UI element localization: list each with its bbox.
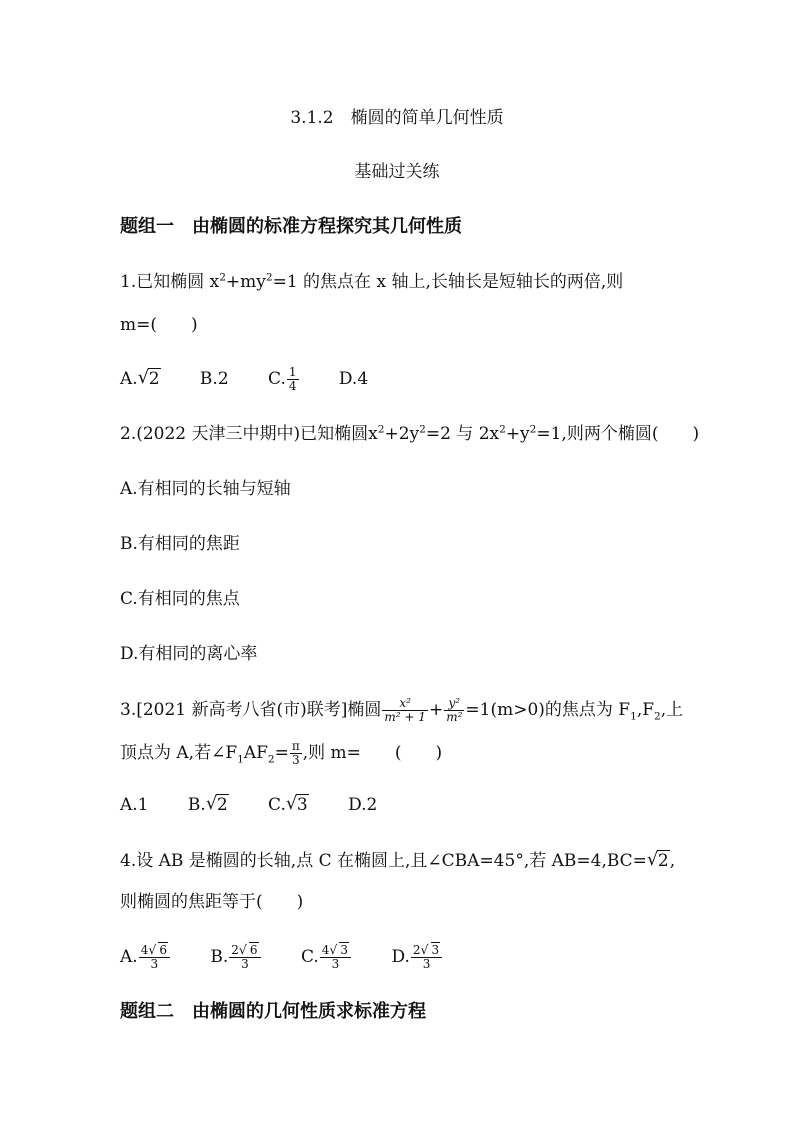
question-4-options [120, 944, 477, 971]
option-b: B.√ 2 [188, 793, 229, 817]
question-1-stem-line2: m=( ) [120, 315, 198, 335]
option-a: A. $\frac{4√ 6}{3}$ [120, 944, 171, 971]
option-a: A.√ 2 [120, 367, 161, 391]
question-1-options [120, 366, 402, 393]
group-heading-2: 题组二 由椭圆的几何性质求标准方程 [120, 1001, 426, 1022]
option-a: A.1 [120, 795, 149, 815]
question-2-option-c: C.有相同的焦点 [120, 589, 240, 609]
option-c: C. $\frac{1}{4}$ [268, 365, 297, 393]
option-c: C.√ 3 [268, 793, 309, 817]
option-b: B.2 [199, 369, 229, 389]
question-2-option-d: D.有相同的离心率 [120, 644, 258, 664]
question-4-stem-line2: 则椭圆的焦距等于( ) [120, 892, 304, 912]
question-2-option-b: B.有相同的焦距 [120, 534, 240, 554]
option-d: D. $\frac{2√ 3}{3}$ [391, 944, 443, 971]
question-2-stem: 2.(2022 天津三中期中)已知椭圆$x^2+2y^2=2$ 与 $2x^2+y^2=1$,则两个椭圆( ) [120, 423, 700, 444]
question-3-stem-line2: 顶点为 A,若$\angle F_1AF_2=$ $\frac{\pi}{3}$ ,则 m= ( ) [120, 739, 443, 767]
option-c: C. $\frac{4√ 3}{3}$ [301, 944, 352, 971]
question-1-stem: 1.已知椭圆 $x^2+my^2=1$ 的焦点在 x 轴上,长轴长是短轴长的两倍,则 [120, 271, 624, 292]
question-3-stem: 3.[2021 新高考八省(市)联考]椭圆 $\frac{\text{x²}}{\text{m² + 1}}$ + $\frac{\text{y²}}{\text{m²}}$ =1(m>0)的焦点为 $F_1,F_2$,上 [120, 696, 684, 724]
option-b: B. $\frac{2√ 6}{3}$ [210, 944, 261, 971]
question-2-option-a: A.有相同的长轴与短轴 [120, 479, 291, 499]
option-d: D.2 [348, 795, 378, 815]
section-subtitle: 基础过关练 [354, 162, 440, 182]
option-d: D.4 [338, 369, 369, 389]
question-4-stem: 4.设 AB 是椭圆的长轴,点 C 在椭圆上,且∠CBA=45°,若 AB=4,BC=√ 2, [120, 849, 675, 873]
group-heading-1: 题组一 由椭圆的标准方程探究其几何性质 [120, 216, 462, 237]
page-title: 3.1.2 椭圆的简单几何性质 [290, 108, 504, 128]
question-3-options [120, 793, 411, 817]
